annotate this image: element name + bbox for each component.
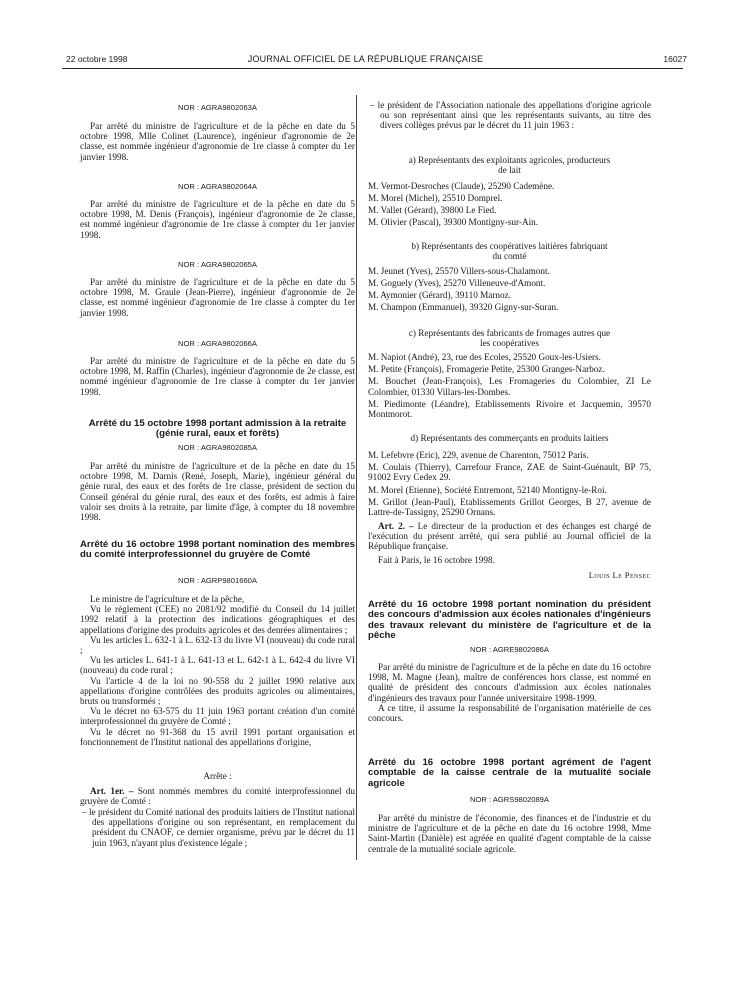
article-label: Art. 1er. – (90, 786, 134, 796)
member-entry: M. Bouchet (Jean-François), Les Fromageries du Colombier, ZI Le Colombier, 01330 Villars-les-Dombes. (368, 376, 651, 397)
issue-date: 22 octobre 1998 (66, 54, 128, 64)
paragraph: Par arrêté du ministre de l'agriculture et de la pêche en date du 5 octobre 1998, M. Raffin (Charles), ingénieur d'agronomie de 2e classe, est nommé ingénieur d'agronomie de 1re classe à compter du 1er janvier 1998. (80, 356, 355, 397)
decree-title: Arrêté du 16 octobre 1998 portant agrément de l'agent comptable de la caisse centrale de la mutualité sociale agricole (368, 757, 651, 789)
article-label: Art. 2. – (378, 521, 414, 531)
paragraph: Vu le règlement (CEE) no 2081/92 modifié du Conseil du 14 juillet 1992 relatif à la protection des indications géographiques et des appellations d'origine des produits agricoles et des denrées alimentaires ; (80, 604, 355, 635)
group-heading: b) Représentants des coopératives laitières fabriquant du comté (411, 241, 608, 262)
list-item: – le président du Comité national des produits laitiers de l'Institut national des appellations d'origine ou son représentant, en remplacement du président du CNAOF, ce dernier organisme, prévu par le décret du 11 juin 1963, n'ayant plus d'existence légale ; (82, 807, 355, 848)
decree-title: Arrêté du 15 octobre 1998 portant admission à la retraite (génie rural, eaux et forêts) (88, 418, 347, 440)
column-separator (356, 95, 357, 860)
member-entry: M. Goguely (Yves), 25270 Villeneuve-d'Amont. (368, 278, 546, 288)
member-entry: M. Champon (Emmanuel), 39320 Gigny-sur-Suran. (368, 302, 559, 312)
paragraph: Vu le décret no 91-368 du 15 avril 1991 portant organisation et fonctionnement de l'Institut national des appellations d'origine, (80, 726, 355, 747)
page-header (0, 54, 731, 68)
paragraph: Par arrêté du ministre de l'économie, des finances et de l'industrie et du ministre de l'agriculture et de la pêche en date du 16 octobre 1998, Mme Saint-Martin (Danièle) est agréée en qualité d'agent comptable de la caisse centrale de la mutualité sociale agricole. (368, 813, 651, 854)
member-entry: M. Coulais (Thierry), Carrefour France, ZAE de Saint-Guénault, BP 75, 91002 Evry Cedex 29. (368, 462, 651, 483)
nor-reference: NOR : AGRP9801660A (178, 576, 257, 585)
group-heading: d) Représentants des commerçants en produits laitiers (410, 433, 609, 443)
member-entry: M. Aymonier (Gérard), 39110 Marnoz. (368, 290, 511, 300)
paragraph: Par arrêté du ministre de l'agriculture et de la pêche en date du 16 octobre 1998, M. Magne (Jean), maître de conférences hors classe, est nommé en qualité de président des concours d'admission aux écoles nationales d'ingénieurs des travaux pour l'année universitaire 1998-1999. (368, 662, 651, 703)
paragraph: Par arrêté du ministre de l'agriculture et de la pêche en date du 5 octobre 1998, Mlle Colinet (Laurence), ingénieur d'agronomie de 2e classe, est nommée ingénieur d'agronomie de 1re classe à compter du 1er janvier 1998. (80, 121, 355, 162)
decree-title: Arrêté du 16 octobre 1998 portant nomination du président des concours d'admission aux écoles nationales d'ingénieurs des travaux relevant du ministère de l'agriculture et de la pêche (368, 599, 651, 642)
paragraph: Par arrêté du ministre de l'agriculture et de la pêche en date du 5 octobre 1998, M. Denis (François), ingénieur d'agronomie de 2e classe, est nommé ingénieur d'agronomie de 1re classe à compter du 1er janvier 1998. (80, 199, 355, 240)
header-rule (62, 68, 683, 69)
paragraph: Vu l'article 4 de la loi no 90-558 du 2 juillet 1990 relative aux appellations d'origine contrôlées des produits agricoles ou alimentaires, bruts ou transformés ; (80, 675, 355, 707)
decree-title: Arrêté du 16 octobre 1998 portant nomination des membres du comité interprofessionnel du gruyère de Comté (80, 539, 355, 561)
paragraph: Vu les articles L. 641-1 à L. 641-13 et L. 642-1 à L. 642-4 du livre VI (nouveau) du code rural ; (80, 655, 355, 676)
member-entry: M. Petite (François), Fromagerie Petite, 25300 Granges-Narboz. (368, 364, 605, 375)
paragraph: Vu les articles L. 632-1 à L. 632-13 du livre VI (nouveau) du code rural ; (80, 634, 355, 656)
article-text: Sont nommés membres du comité interprofessionnel du gruyère de Comté : (80, 786, 356, 807)
nor-reference: NOR : AGRA9802085A (178, 443, 257, 452)
paragraph: A ce titre, il assume la responsabilité de l'organisation matérielle de ces concours. (368, 702, 651, 724)
member-entry: M. Piedimonte (Léandre), Etablissements Rivoire et Jacquemin, 39570 Montmorot. (368, 398, 651, 420)
nor-reference: NOR : AGRS9802089A (470, 795, 549, 804)
page-number: 16027 (663, 54, 687, 64)
nor-reference: NOR : AGRE9802086A (470, 645, 549, 654)
nor-reference: NOR : AGRA9802064A (178, 182, 257, 191)
journal-title: JOURNAL OFFICIEL DE LA RÉPUBLIQUE FRANÇAISE (247, 54, 484, 64)
signatory: Louis Le Pensec (588, 570, 651, 580)
signature-place-date: Fait à Paris, le 16 octobre 1998. (378, 555, 495, 565)
nor-reference: NOR : AGRA9802063A (178, 103, 257, 112)
paragraph: Par arrêté du ministre de l'agriculture et de la pêche en date du 15 octobre 1998, M. Darnis (René, Joseph, Marie), ingénieur général du génie rural, des eaux et des forêts de 1re classe, président de section du Conseil général du génie rural, des eaux et des forêts, est admis à faire valoir ses droits à la retraite, par limite d'âge, à compter du 18 novembre 1998. (80, 461, 355, 523)
group-heading: a) Représentants des exploitants agricoles, producteurs de lait (408, 155, 611, 176)
nor-reference: NOR : AGRA9802066A (178, 339, 257, 348)
member-entry: M. Vallet (Gérard), 39800 Le Fied. (368, 205, 497, 215)
member-entry: M. Napiot (André), 23, rue des Ecoles, 25520 Goux-les-Usiers. (368, 352, 601, 362)
member-entry: M. Olivier (Pascal), 39300 Montigny-sur-Ain. (368, 217, 539, 227)
paragraph: Le ministre de l'agriculture et de la pêche, (90, 594, 245, 604)
member-entry: M. Morel (Michel), 25510 Domprel. (368, 193, 503, 203)
article-text: Le directeur de la production et des échanges est chargé de l'exécution du présent arrêté, qui sera publié au Journal officiel de la République française. (368, 521, 651, 552)
member-entry: M. Jeunet (Yves), 25570 Villers-sous-Chalamont. (368, 266, 550, 276)
group-heading: c) Représentants des fabricants de fromages autres que les coopératives (408, 328, 611, 349)
arrete-heading: Arrête : (203, 771, 232, 781)
member-entry: M. Morel (Etienne), Société Entremont, 52140 Montigny-le-Roi. (368, 484, 607, 495)
member-entry: M. Lefebvre (Eric), 229, avenue de Charenton, 75012 Paris. (368, 450, 589, 460)
paragraph: Par arrêté du ministre de l'agriculture et de la pêche en date du 5 octobre 1998, M. Graule (Jean-Pierre), ingénieur d'agronomie de 2e classe, est nommé ingénieur d'agronomie de 1re classe à compter du 1er janvier 1998. (80, 277, 355, 318)
paragraph: Vu le décret no 63-575 du 11 juin 1963 portant création d'un comité interprofessionnel du gruyère de Comté ; (80, 706, 355, 727)
list-item: – le président de l'Association nationale des appellations d'origine agricole ou son représentant ainsi que les représentants suivants, au titre des divers collèges prévus par le décret du 11 juin 1963 : (370, 100, 651, 131)
nor-reference: NOR : AGRA9802065A (178, 260, 257, 269)
member-entry: M. Vermot-Desroches (Claude), 25290 Cademène. (368, 181, 555, 191)
member-entry: M. Grillot (Jean-Paul), Etablissements Grillot Georges, B 27, avenue de Lattre-de-Tassigny, 25290 Ornans. (368, 496, 651, 518)
